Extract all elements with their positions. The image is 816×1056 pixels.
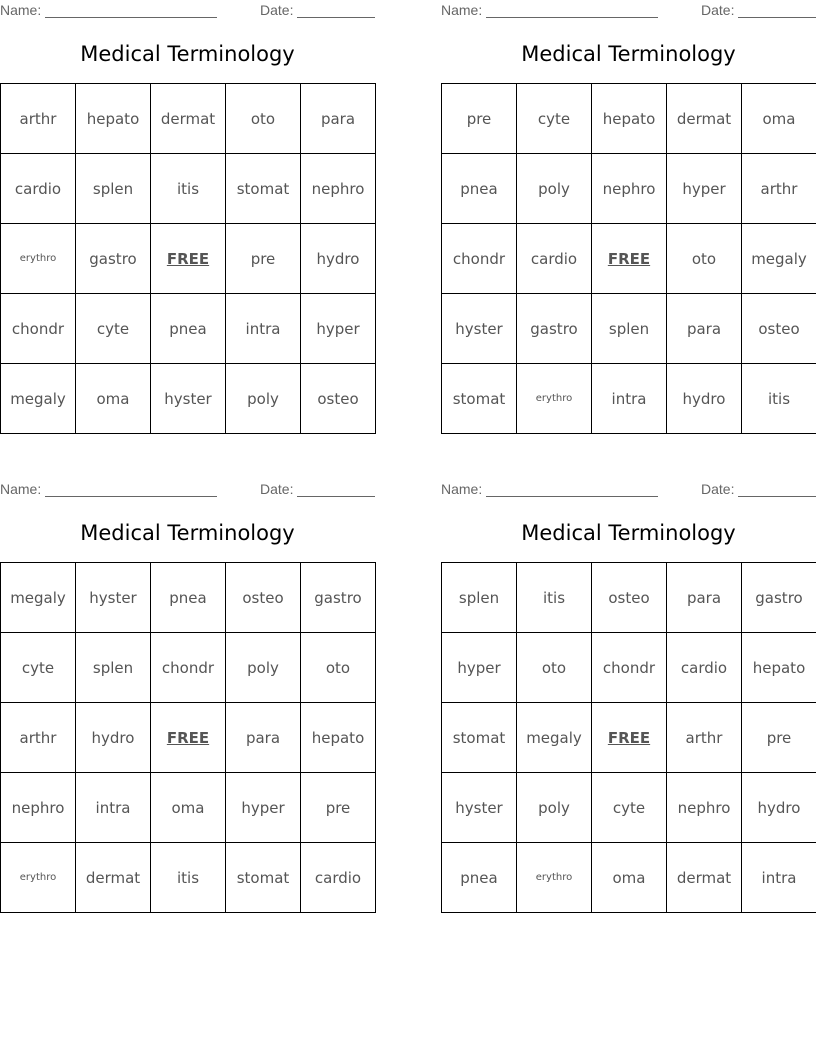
- grid-cell: stomat: [442, 364, 517, 434]
- bingo-grid: [0, 562, 376, 913]
- grid-cell: oto: [226, 84, 301, 154]
- grid-cell: chondr: [151, 633, 226, 703]
- grid-cell: megaly: [1, 563, 76, 633]
- grid-cell: cardio: [301, 843, 376, 913]
- grid-cell: oma: [76, 364, 151, 434]
- name-blank-line[interactable]: [45, 17, 217, 18]
- grid-cell: stomat: [226, 843, 301, 913]
- grid-row: [1, 294, 376, 364]
- grid-cell: hepato: [76, 84, 151, 154]
- grid-cell: hepato: [301, 703, 376, 773]
- grid-cell: hydro: [667, 364, 742, 434]
- grid-cell: nephro: [592, 154, 667, 224]
- grid-row: [442, 154, 816, 224]
- grid-cell: megaly: [742, 224, 816, 294]
- grid-cell: intra: [76, 773, 151, 843]
- name-date-header: [441, 481, 816, 499]
- grid-row: [1, 703, 376, 773]
- grid-cell: megaly: [517, 703, 592, 773]
- grid-cell: cyte: [517, 84, 592, 154]
- grid-cell: gastro: [517, 294, 592, 364]
- grid-cell: poly: [226, 364, 301, 434]
- grid-cell: hydro: [76, 703, 151, 773]
- grid-cell: hydro: [301, 224, 376, 294]
- grid-cell: gastro: [76, 224, 151, 294]
- grid-row: [442, 703, 816, 773]
- grid-cell: oto: [667, 224, 742, 294]
- grid-cell: pnea: [442, 843, 517, 913]
- date-blank-line[interactable]: [738, 17, 816, 18]
- grid-cell: dermat: [76, 843, 151, 913]
- grid-cell: para: [667, 294, 742, 364]
- grid-cell: pnea: [151, 294, 226, 364]
- card-title: Medical Terminology: [80, 42, 295, 66]
- grid-row: [442, 364, 816, 434]
- grid-cell: oma: [742, 84, 816, 154]
- grid-cell: arthr: [667, 703, 742, 773]
- grid-cell: poly: [517, 154, 592, 224]
- grid-row: [442, 224, 816, 294]
- date-label: Date:: [701, 2, 735, 18]
- grid-cell: oto: [517, 633, 592, 703]
- name-blank-line[interactable]: [486, 496, 658, 497]
- grid-cell: chondr: [1, 294, 76, 364]
- grid-cell: cyte: [592, 773, 667, 843]
- grid-cell: hepato: [742, 633, 816, 703]
- grid-cell: para: [667, 563, 742, 633]
- grid-row: [1, 843, 376, 913]
- grid-cell: intra: [592, 364, 667, 434]
- bingo-grid: [441, 83, 816, 434]
- grid-cell: splen: [592, 294, 667, 364]
- name-date-header: [0, 2, 375, 20]
- grid-cell: splen: [76, 633, 151, 703]
- grid-cell: stomat: [442, 703, 517, 773]
- grid-cell: osteo: [226, 563, 301, 633]
- grid-cell: hyper: [301, 294, 376, 364]
- grid-cell: erythro: [1, 843, 76, 913]
- bingo-grid: [0, 83, 376, 434]
- grid-cell: poly: [226, 633, 301, 703]
- grid-row: [442, 773, 816, 843]
- date-blank-line[interactable]: [297, 496, 375, 497]
- grid-row: [1, 154, 376, 224]
- grid-cell: dermat: [151, 84, 226, 154]
- grid-cell: arthr: [1, 84, 76, 154]
- free-space-cell: FREE: [592, 703, 667, 773]
- name-label: Name:: [441, 2, 483, 18]
- grid-cell: pre: [442, 84, 517, 154]
- grid-cell: cardio: [667, 633, 742, 703]
- grid-cell: cardio: [1, 154, 76, 224]
- grid-cell: itis: [151, 154, 226, 224]
- grid-cell: intra: [226, 294, 301, 364]
- grid-cell: hyper: [667, 154, 742, 224]
- grid-cell: erythro: [517, 364, 592, 434]
- grid-cell: oma: [592, 843, 667, 913]
- grid-cell: itis: [517, 563, 592, 633]
- grid-cell: megaly: [1, 364, 76, 434]
- grid-cell: dermat: [667, 843, 742, 913]
- date-blank-line[interactable]: [297, 17, 375, 18]
- grid-cell: pre: [226, 224, 301, 294]
- card-title: Medical Terminology: [80, 521, 295, 545]
- grid-cell: erythro: [517, 843, 592, 913]
- grid-cell: para: [226, 703, 301, 773]
- name-date-header: [441, 2, 816, 20]
- name-label: Name:: [0, 2, 42, 18]
- grid-cell: osteo: [742, 294, 816, 364]
- date-label: Date:: [260, 2, 294, 18]
- grid-cell: chondr: [442, 224, 517, 294]
- grid-cell: hyster: [76, 563, 151, 633]
- grid-cell: itis: [151, 843, 226, 913]
- grid-cell: oma: [151, 773, 226, 843]
- grid-cell: poly: [517, 773, 592, 843]
- grid-cell: intra: [742, 843, 816, 913]
- grid-cell: erythro: [1, 224, 76, 294]
- grid-row: [442, 633, 816, 703]
- grid-cell: nephro: [301, 154, 376, 224]
- grid-cell: cyte: [1, 633, 76, 703]
- grid-cell: hyper: [226, 773, 301, 843]
- bingo-card: [441, 0, 816, 435]
- grid-cell: nephro: [667, 773, 742, 843]
- grid-row: [1, 633, 376, 703]
- card-title: Medical Terminology: [521, 42, 736, 66]
- bingo-card: [441, 479, 816, 914]
- grid-row: [442, 84, 816, 154]
- grid-cell: hyster: [442, 773, 517, 843]
- grid-cell: dermat: [667, 84, 742, 154]
- grid-row: [1, 773, 376, 843]
- grid-cell: gastro: [301, 563, 376, 633]
- grid-cell: cardio: [517, 224, 592, 294]
- date-label: Date:: [260, 481, 294, 497]
- grid-cell: gastro: [742, 563, 816, 633]
- card-title: Medical Terminology: [521, 521, 736, 545]
- free-space-cell: FREE: [151, 224, 226, 294]
- date-blank-line[interactable]: [738, 496, 816, 497]
- grid-row: [442, 294, 816, 364]
- grid-row: [442, 563, 816, 633]
- name-blank-line[interactable]: [45, 496, 217, 497]
- grid-cell: stomat: [226, 154, 301, 224]
- grid-cell: hyster: [151, 364, 226, 434]
- free-space-cell: FREE: [151, 703, 226, 773]
- date-label: Date:: [701, 481, 735, 497]
- grid-cell: splen: [76, 154, 151, 224]
- grid-cell: oto: [301, 633, 376, 703]
- grid-row: [1, 364, 376, 434]
- grid-row: [1, 224, 376, 294]
- grid-row: [1, 563, 376, 633]
- grid-row: [1, 84, 376, 154]
- grid-cell: pnea: [151, 563, 226, 633]
- free-space-cell: FREE: [592, 224, 667, 294]
- grid-cell: pre: [301, 773, 376, 843]
- name-label: Name:: [0, 481, 42, 497]
- grid-cell: pnea: [442, 154, 517, 224]
- grid-cell: para: [301, 84, 376, 154]
- grid-cell: osteo: [592, 563, 667, 633]
- grid-cell: cyte: [76, 294, 151, 364]
- grid-cell: pre: [742, 703, 816, 773]
- grid-cell: itis: [742, 364, 816, 434]
- grid-row: [442, 843, 816, 913]
- grid-cell: chondr: [592, 633, 667, 703]
- grid-cell: osteo: [301, 364, 376, 434]
- bingo-card: [0, 0, 375, 435]
- bingo-card: [0, 479, 375, 914]
- bingo-grid: [441, 562, 816, 913]
- grid-cell: nephro: [1, 773, 76, 843]
- grid-cell: hepato: [592, 84, 667, 154]
- name-blank-line[interactable]: [486, 17, 658, 18]
- grid-cell: hyster: [442, 294, 517, 364]
- grid-cell: arthr: [742, 154, 816, 224]
- grid-cell: splen: [442, 563, 517, 633]
- grid-cell: hydro: [742, 773, 816, 843]
- name-date-header: [0, 481, 375, 499]
- grid-cell: arthr: [1, 703, 76, 773]
- name-label: Name:: [441, 481, 483, 497]
- grid-cell: hyper: [442, 633, 517, 703]
